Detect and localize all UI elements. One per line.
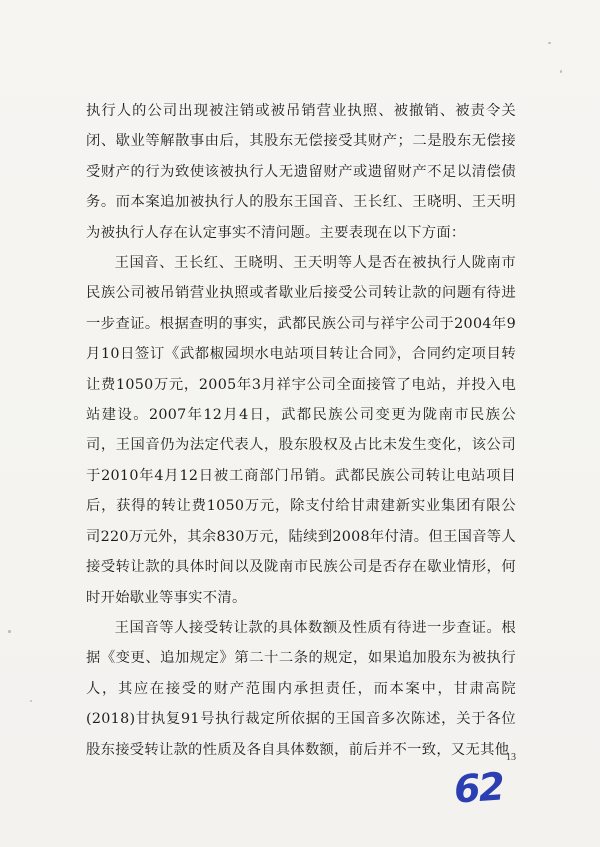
paragraph-1: 执行人的公司出现被注销或被吊销营业执照、被撤销、被责令关闭、歇业等解散事由后，其股东无偿接受其财产；二是股东无偿接受财产的行为致使该被执行人无遗留财产或遗留财产不足以清偿债务。而本案追加被执行人的股东王国音、王长红、王晓明、王天明为被执行人存在认定事实不清问题。主要表现在以下方面：	[86, 103, 516, 241]
paragraph-2: 王国音、王长红、王晓明、王天明等人是否在被执行人陇南市民族公司被吊销营业执照或者歇业后接受公司转让款的问题有待进一步查证。根据查明的事实，武都民族公司与祥宇公司于2004年9月10日签订《武都椒园坝水电站项目转让合同》，合同约定项目转让费1050万元，2005年3月祥宇公司全面接管了电站，并投入电站建设。2007年12月4日，武都民族公司变更为陇南市民族公司，王国音仍为法定代表人，股东股权及占比未发生变化，该公司于2010年4月12日被工商部门吊销。武都民族公司转让电站项目后，获得的转让费1050万元，除支付给甘肃建新实业集团有限公司220万元外，其余830万元，陆续到2008年付清。但王国音等人接受转让款的具体时间以及陇南市民族公司是否存在歇业情形，何时开始歇业等事实不清。	[86, 255, 516, 606]
handwritten-page-number: 62	[452, 764, 505, 812]
scan-speck	[560, 70, 562, 73]
scan-speck	[30, 700, 32, 702]
scan-speck	[548, 42, 551, 44]
page-number: 13	[506, 752, 516, 763]
paragraph-3: 王国音等人接受转让款的具体数额及性质有待进一步查证。根据《变更、追加规定》第二十二条的规定，如果追加股东为被执行人，其应在接受的财产范围内承担责任，而本案中，甘肃高院(2018)甘执复91号执行裁定所依据的王国音多次陈述，关于各位股东接受转让款的性质及各自具体数额，前后并不一致，又无其他	[86, 619, 516, 758]
scan-speck	[8, 630, 11, 633]
body-text	[86, 96, 516, 765]
